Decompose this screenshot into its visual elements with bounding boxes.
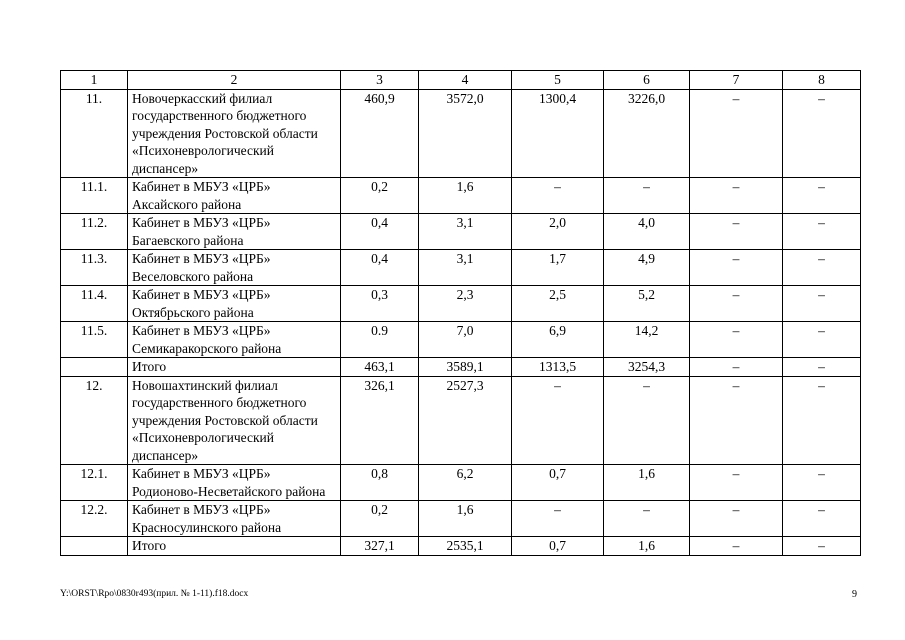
col4-cell: 3,1 xyxy=(419,250,512,286)
col8-cell: – xyxy=(783,250,861,286)
column-header: 2 xyxy=(128,71,341,90)
col6-cell: – xyxy=(604,501,690,537)
row-number-cell: 11.5. xyxy=(61,322,128,358)
col6-cell: 1,6 xyxy=(604,537,690,556)
col6-cell: 5,2 xyxy=(604,286,690,322)
column-header: 8 xyxy=(783,71,861,90)
col3-cell: 0,8 xyxy=(341,465,419,501)
col5-cell: 1313,5 xyxy=(512,358,604,377)
col5-cell: 2,0 xyxy=(512,214,604,250)
col7-cell: – xyxy=(690,501,783,537)
name-cell: Кабинет в МБУЗ «ЦРБ» Родионово-Несветайского района xyxy=(128,465,341,501)
col5-cell: 1300,4 xyxy=(512,89,604,178)
name-cell: Новошахтинский филиал государственного бюджетного учреждения Ростовской области «Психоневрологический диспансер» xyxy=(128,376,341,465)
row-number-cell: 12. xyxy=(61,376,128,465)
row-number-cell: 11.1. xyxy=(61,178,128,214)
col7-cell: – xyxy=(690,178,783,214)
table-row xyxy=(61,501,861,537)
col3-cell: 460,9 xyxy=(341,89,419,178)
row-number-cell: 12.2. xyxy=(61,501,128,537)
col4-cell: 3589,1 xyxy=(419,358,512,377)
col4-cell: 2535,1 xyxy=(419,537,512,556)
col4-cell: 7,0 xyxy=(419,322,512,358)
table-row xyxy=(61,250,861,286)
col5-cell: – xyxy=(512,178,604,214)
col3-cell: 0.9 xyxy=(341,322,419,358)
name-cell: Кабинет в МБУЗ «ЦРБ» Аксайского района xyxy=(128,178,341,214)
col8-cell: – xyxy=(783,89,861,178)
col5-cell: 0,7 xyxy=(512,537,604,556)
column-header: 7 xyxy=(690,71,783,90)
column-header: 4 xyxy=(419,71,512,90)
row-number-cell xyxy=(61,358,128,377)
col5-cell: 6,9 xyxy=(512,322,604,358)
col7-cell: – xyxy=(690,214,783,250)
table-header-row xyxy=(61,71,861,90)
col4-cell: 1,6 xyxy=(419,178,512,214)
column-header: 5 xyxy=(512,71,604,90)
col8-cell: – xyxy=(783,376,861,465)
col5-cell: 0,7 xyxy=(512,465,604,501)
col3-cell: 326,1 xyxy=(341,376,419,465)
col7-cell: – xyxy=(690,376,783,465)
col4-cell: 1,6 xyxy=(419,501,512,537)
col4-cell: 3572,0 xyxy=(419,89,512,178)
col4-cell: 2527,3 xyxy=(419,376,512,465)
name-cell: Кабинет в МБУЗ «ЦРБ» Багаевского района xyxy=(128,214,341,250)
name-cell: Кабинет в МБУЗ «ЦРБ» Красносулинского района xyxy=(128,501,341,537)
name-cell: Итого xyxy=(128,358,341,377)
name-cell: Итого xyxy=(128,537,341,556)
table-row xyxy=(61,376,861,465)
col5-cell: 2,5 xyxy=(512,286,604,322)
col6-cell: – xyxy=(604,376,690,465)
footer-file-path: Y:\ORST\Rpo\0830r493(прил. № 1-11).f18.docx xyxy=(60,589,249,599)
col5-cell: 1,7 xyxy=(512,250,604,286)
column-header: 3 xyxy=(341,71,419,90)
col6-cell: 3226,0 xyxy=(604,89,690,178)
col5-cell: – xyxy=(512,501,604,537)
col3-cell: 0,2 xyxy=(341,178,419,214)
name-cell: Кабинет в МБУЗ «ЦРБ» Семикаракорского района xyxy=(128,322,341,358)
table-row xyxy=(61,214,861,250)
column-header: 1 xyxy=(61,71,128,90)
total-row xyxy=(61,358,861,377)
row-number-cell: 11.3. xyxy=(61,250,128,286)
col6-cell: 1,6 xyxy=(604,465,690,501)
col8-cell: – xyxy=(783,178,861,214)
col7-cell: – xyxy=(690,358,783,377)
col7-cell: – xyxy=(690,322,783,358)
column-header: 6 xyxy=(604,71,690,90)
table-row xyxy=(61,178,861,214)
col8-cell: – xyxy=(783,286,861,322)
col6-cell: 3254,3 xyxy=(604,358,690,377)
table-row xyxy=(61,322,861,358)
col4-cell: 2,3 xyxy=(419,286,512,322)
col3-cell: 463,1 xyxy=(341,358,419,377)
table-row xyxy=(61,465,861,501)
data-table xyxy=(60,70,861,556)
col3-cell: 0,4 xyxy=(341,214,419,250)
col5-cell: – xyxy=(512,376,604,465)
col3-cell: 327,1 xyxy=(341,537,419,556)
col4-cell: 3,1 xyxy=(419,214,512,250)
col7-cell: – xyxy=(690,89,783,178)
table-row xyxy=(61,89,861,178)
col4-cell: 6,2 xyxy=(419,465,512,501)
name-cell: Новочеркасский филиал государственного бюджетного учреждения Ростовской области «Психоневрологический диспансер» xyxy=(128,89,341,178)
row-number-cell: 11.4. xyxy=(61,286,128,322)
col8-cell: – xyxy=(783,537,861,556)
col8-cell: – xyxy=(783,322,861,358)
col7-cell: – xyxy=(690,250,783,286)
col8-cell: – xyxy=(783,465,861,501)
col6-cell: 4,0 xyxy=(604,214,690,250)
col8-cell: – xyxy=(783,501,861,537)
page-number: 9 xyxy=(852,589,857,600)
row-number-cell: 11. xyxy=(61,89,128,178)
col3-cell: 0,4 xyxy=(341,250,419,286)
col8-cell: – xyxy=(783,358,861,377)
col3-cell: 0,2 xyxy=(341,501,419,537)
row-number-cell xyxy=(61,537,128,556)
col7-cell: – xyxy=(690,286,783,322)
col8-cell: – xyxy=(783,214,861,250)
table-body xyxy=(61,71,861,556)
col6-cell: – xyxy=(604,178,690,214)
col6-cell: 4,9 xyxy=(604,250,690,286)
col7-cell: – xyxy=(690,537,783,556)
col7-cell: – xyxy=(690,465,783,501)
col6-cell: 14,2 xyxy=(604,322,690,358)
table-row xyxy=(61,286,861,322)
row-number-cell: 11.2. xyxy=(61,214,128,250)
name-cell: Кабинет в МБУЗ «ЦРБ» Веселовского района xyxy=(128,250,341,286)
name-cell: Кабинет в МБУЗ «ЦРБ» Октябрьского района xyxy=(128,286,341,322)
total-row xyxy=(61,537,861,556)
col3-cell: 0,3 xyxy=(341,286,419,322)
row-number-cell: 12.1. xyxy=(61,465,128,501)
